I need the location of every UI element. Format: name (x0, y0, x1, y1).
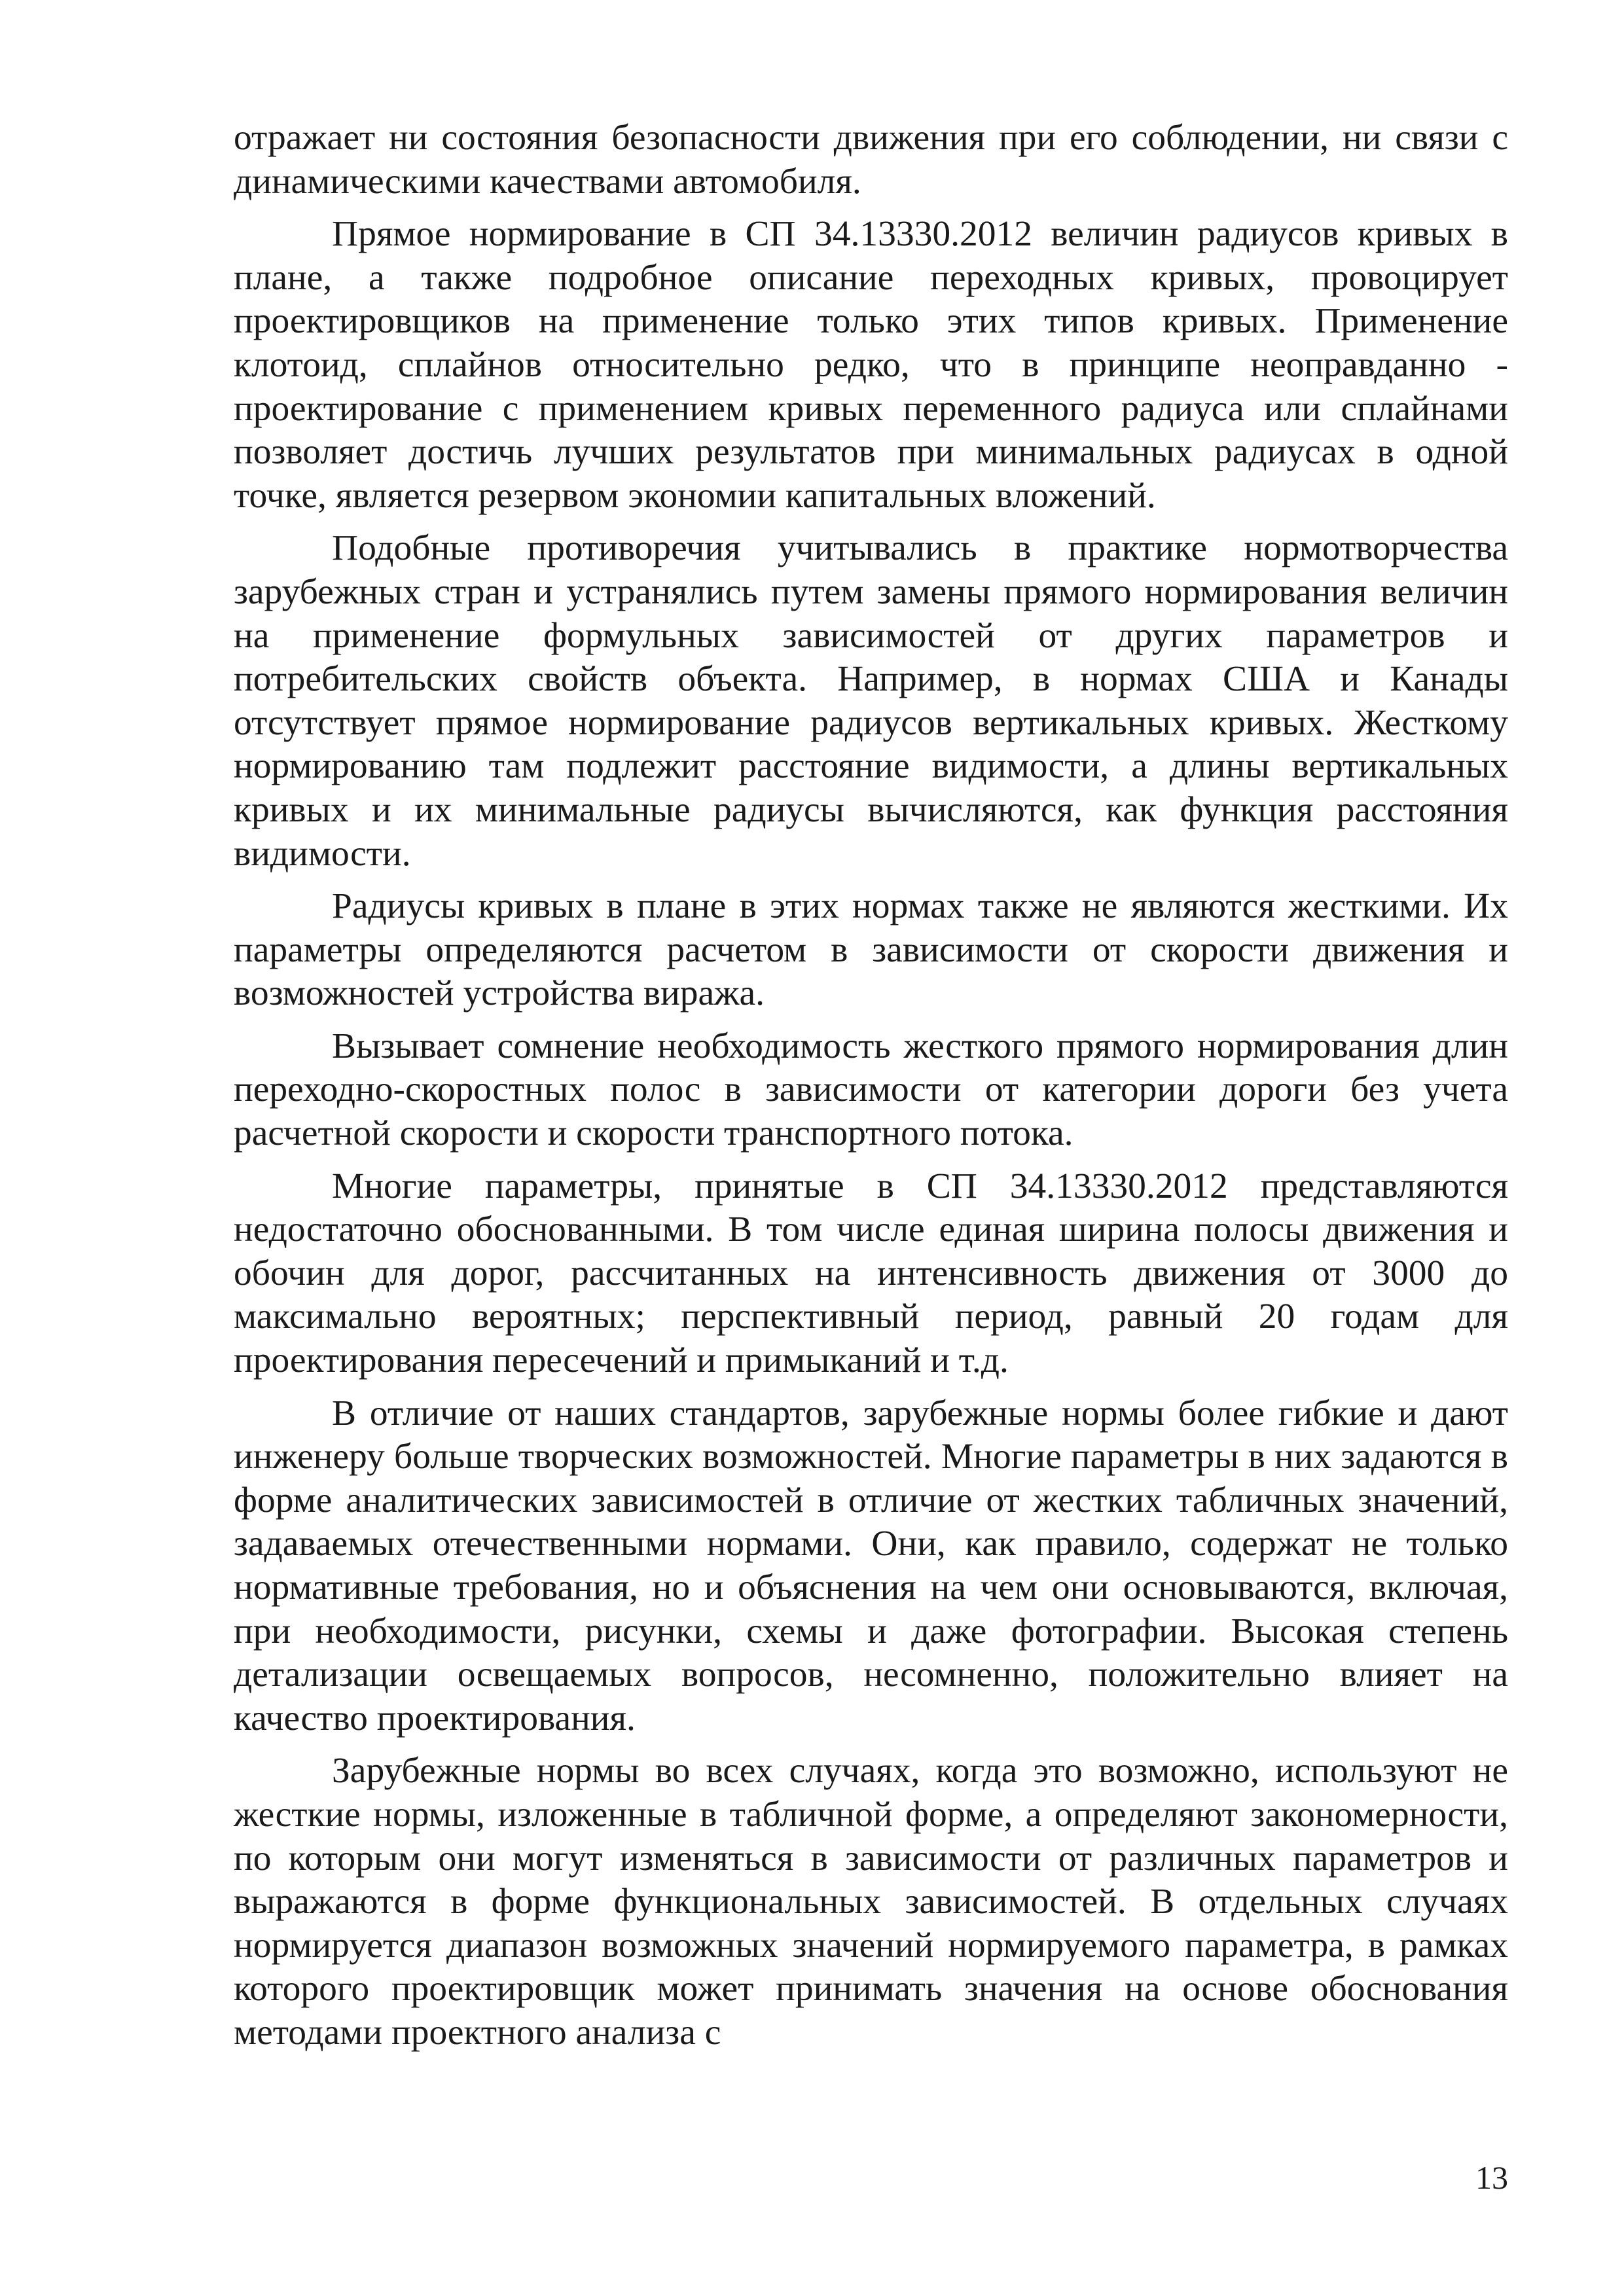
paragraph-2: Прямое нормирование в СП 34.13330.2012 величин радиусов кривых в плане, а также подробное описание переходных кривых, провоцирует проектировщиков на применение только этих типов кривых. Применение клотоид, сплайнов относительно редко, что в принципе неоправданно - проектирование с применением кривых переменного радиуса или сплайнами позволяет достичь лучших результатов при минимальных радиусах в одной точке, является резервом экономии капитальных вложений. (234, 214, 1508, 516)
page-number: 13 (1475, 2159, 1508, 2196)
paragraph-3: Подобные противоречия учитывались в практике нормотворчества зарубежных стран и устранялись путем замены прямого нормирования величин на применение формульных зависимостей от других параметров и потребительских свойств объекта. Например, в нормах США и Канады отсутствует прямое нормирование радиусов вертикальных кривых. Жесткому нормированию там подлежит расстояние видимости, а длины вертикальных кривых и их минимальные радиусы вычисляются, как функция расстояния видимости. (234, 528, 1508, 874)
paragraph-8: Зарубежные нормы во всех случаях, когда это возможно, используют не жесткие нормы, изложенные в табличной форме, а определяют закономерности, по которым они могут изменяться в зависимости от различных параметров и выражаются в форме функциональных зависимостей. В отдельных случаях нормируется диапазон возможных значений нормируемого параметра, в рамках которого проектировщик может принимать значения на основе обоснования методами проектного анализа с (234, 1751, 1508, 2053)
paragraph-6: Многие параметры, принятые в СП 34.13330.2012 представляются недостаточно обоснованными. В том числе единая ширина полосы движения и обочин для дорог, рассчитанных на интенсивность движения от 3000 до максимально вероятных; перспективный период, равный 20 годам для проектирования пересечений и примыканий и т.д. (234, 1166, 1508, 1381)
paragraph-4: Радиусы кривых в плане в этих нормах также не являются жесткими. Их параметры определяются расчетом в зависимости от скорости движения и возможностей устройства виража. (234, 886, 1508, 1014)
paragraph-5: Вызывает сомнение необходимость жесткого прямого нормирования длин переходно-скоростных полос в зависимости от категории дороги без учета расчетной скорости и скорости транспортного потока. (234, 1026, 1508, 1154)
paragraph-1: отражает ни состояния безопасности движения при его соблюдении, ни связи с динамическими качествами автомобиля. (234, 118, 1508, 202)
body-text (234, 117, 1508, 2064)
paragraph-7: В отличие от наших стандартов, зарубежные нормы более гибкие и дают инженеру больше творческих возможностей. Многие параметры в них задаются в форме аналитических зависимостей в отличие от жестких табличных значений, задаваемых отечественными нормами. Они, как правило, содержат не только нормативные требования, но и объяснения на чем они основываются, включая, при необходимости, рисунки, схемы и даже фотографии. Высокая степень детализации освещаемых вопросов, несомненно, положительно влияет на качество проектирования. (234, 1393, 1508, 1738)
